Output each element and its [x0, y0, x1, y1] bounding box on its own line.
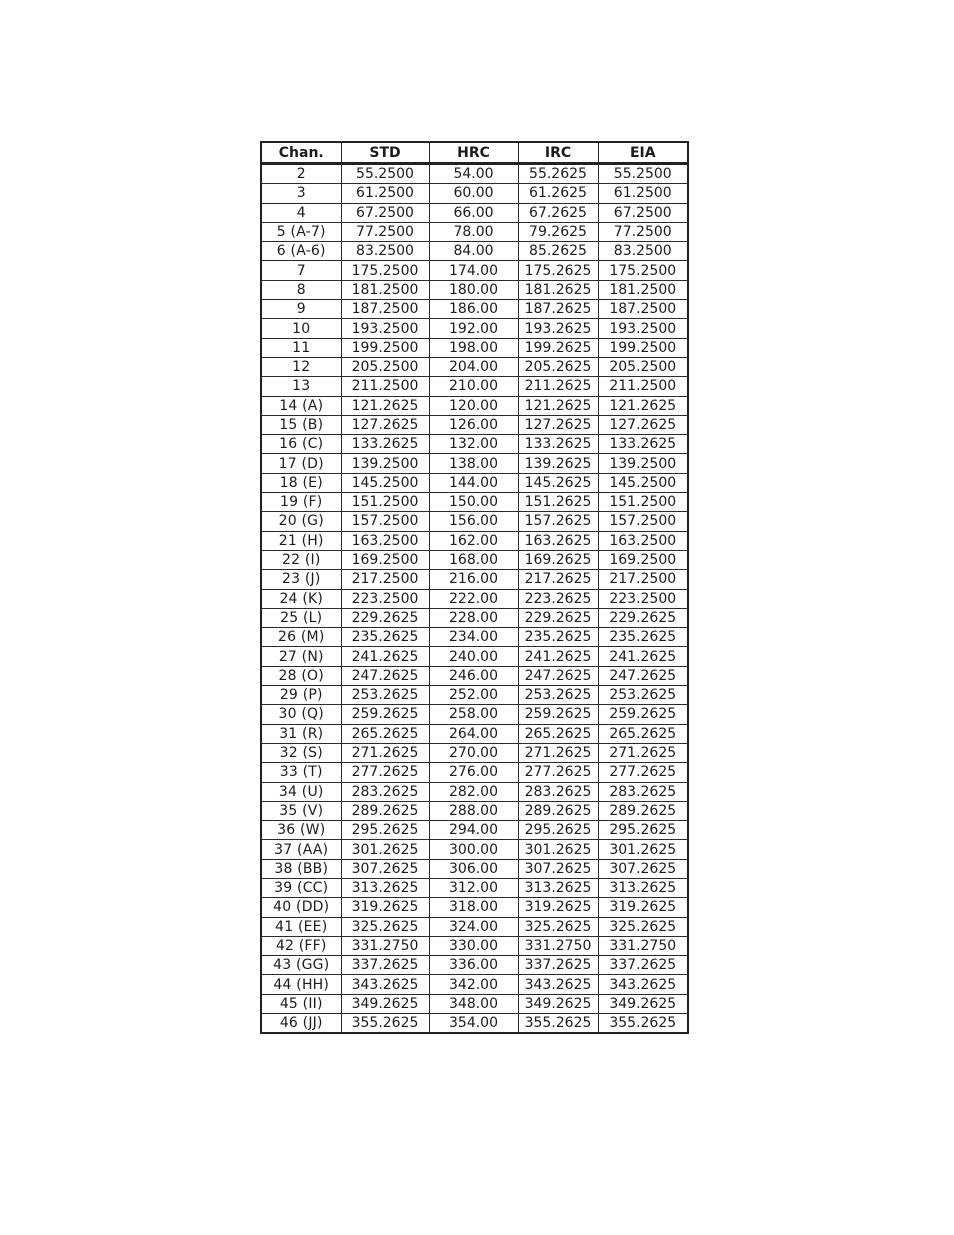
table-row — [261, 512, 688, 531]
std-cell: 319.2625 — [341, 898, 429, 917]
irc-cell: 211.2625 — [518, 377, 598, 396]
irc-cell: 181.2625 — [518, 280, 598, 299]
std-cell: 217.2500 — [341, 570, 429, 589]
std-cell: 337.2625 — [341, 956, 429, 975]
irc-cell: 307.2625 — [518, 859, 598, 878]
std-cell: 205.2500 — [341, 357, 429, 376]
table-row — [261, 415, 688, 434]
eia-cell: 229.2625 — [598, 608, 688, 627]
std-cell: 199.2500 — [341, 338, 429, 357]
std-cell: 127.2625 — [341, 415, 429, 434]
irc-cell: 331.2750 — [518, 936, 598, 955]
table-row — [261, 936, 688, 955]
eia-cell: 241.2625 — [598, 647, 688, 666]
std-cell: 169.2500 — [341, 550, 429, 569]
hrc-cell: 192.00 — [429, 319, 518, 338]
eia-cell: 187.2500 — [598, 300, 688, 319]
irc-cell: 355.2625 — [518, 1014, 598, 1034]
table-row — [261, 319, 688, 338]
eia-cell: 133.2625 — [598, 435, 688, 454]
eia-cell: 205.2500 — [598, 357, 688, 376]
irc-cell: 259.2625 — [518, 705, 598, 724]
hrc-cell: 144.00 — [429, 473, 518, 492]
eia-cell: 343.2625 — [598, 975, 688, 994]
hrc-cell: 156.00 — [429, 512, 518, 531]
hrc-cell: 162.00 — [429, 531, 518, 550]
chan-cell: 30 (Q) — [261, 705, 341, 724]
table-row — [261, 686, 688, 705]
chan-cell: 9 — [261, 300, 341, 319]
irc-cell: 265.2625 — [518, 724, 598, 743]
hrc-cell: 282.00 — [429, 782, 518, 801]
chan-cell: 24 (K) — [261, 589, 341, 608]
eia-cell: 313.2625 — [598, 878, 688, 897]
eia-cell: 139.2500 — [598, 454, 688, 473]
irc-cell: 289.2625 — [518, 801, 598, 820]
irc-cell: 157.2625 — [518, 512, 598, 531]
table-header — [261, 142, 688, 164]
std-cell: 139.2500 — [341, 454, 429, 473]
std-cell: 283.2625 — [341, 782, 429, 801]
table-row — [261, 878, 688, 897]
table-row — [261, 242, 688, 261]
chan-cell: 17 (D) — [261, 454, 341, 473]
table-row — [261, 917, 688, 936]
table-row — [261, 570, 688, 589]
std-cell: 157.2500 — [341, 512, 429, 531]
table-row — [261, 435, 688, 454]
eia-cell: 77.2500 — [598, 222, 688, 241]
irc-cell: 67.2625 — [518, 203, 598, 222]
eia-cell: 253.2625 — [598, 686, 688, 705]
eia-cell: 67.2500 — [598, 203, 688, 222]
irc-cell: 277.2625 — [518, 763, 598, 782]
hrc-cell: 348.00 — [429, 994, 518, 1013]
table-row — [261, 628, 688, 647]
std-cell: 265.2625 — [341, 724, 429, 743]
eia-cell: 211.2500 — [598, 377, 688, 396]
eia-cell: 181.2500 — [598, 280, 688, 299]
table-body — [261, 164, 688, 1034]
chan-cell: 26 (M) — [261, 628, 341, 647]
header-hrc: HRC — [429, 142, 518, 164]
eia-cell: 307.2625 — [598, 859, 688, 878]
std-cell: 145.2500 — [341, 473, 429, 492]
hrc-cell: 228.00 — [429, 608, 518, 627]
table-row — [261, 821, 688, 840]
table-row — [261, 203, 688, 222]
irc-cell: 145.2625 — [518, 473, 598, 492]
eia-cell: 163.2500 — [598, 531, 688, 550]
eia-cell: 259.2625 — [598, 705, 688, 724]
chan-cell: 2 — [261, 164, 341, 184]
std-cell: 223.2500 — [341, 589, 429, 608]
std-cell: 325.2625 — [341, 917, 429, 936]
std-cell: 151.2500 — [341, 493, 429, 512]
chan-cell: 45 (II) — [261, 994, 341, 1013]
hrc-cell: 180.00 — [429, 280, 518, 299]
irc-cell: 121.2625 — [518, 396, 598, 415]
irc-cell: 187.2625 — [518, 300, 598, 319]
irc-cell: 337.2625 — [518, 956, 598, 975]
eia-cell: 289.2625 — [598, 801, 688, 820]
hrc-cell: 60.00 — [429, 184, 518, 203]
eia-cell: 223.2500 — [598, 589, 688, 608]
table-row — [261, 493, 688, 512]
irc-cell: 133.2625 — [518, 435, 598, 454]
chan-cell: 37 (AA) — [261, 840, 341, 859]
eia-cell: 55.2500 — [598, 164, 688, 184]
irc-cell: 193.2625 — [518, 319, 598, 338]
std-cell: 343.2625 — [341, 975, 429, 994]
chan-cell: 31 (R) — [261, 724, 341, 743]
chan-cell: 41 (EE) — [261, 917, 341, 936]
hrc-cell: 132.00 — [429, 435, 518, 454]
eia-cell: 301.2625 — [598, 840, 688, 859]
hrc-cell: 138.00 — [429, 454, 518, 473]
table-row — [261, 859, 688, 878]
std-cell: 235.2625 — [341, 628, 429, 647]
header-eia: EIA — [598, 142, 688, 164]
hrc-cell: 54.00 — [429, 164, 518, 184]
table-row — [261, 743, 688, 762]
hrc-cell: 198.00 — [429, 338, 518, 357]
chan-cell: 4 — [261, 203, 341, 222]
std-cell: 295.2625 — [341, 821, 429, 840]
chan-cell: 44 (HH) — [261, 975, 341, 994]
chan-cell: 12 — [261, 357, 341, 376]
channel-frequency-table — [260, 141, 689, 1034]
table-row — [261, 763, 688, 782]
chan-cell: 32 (S) — [261, 743, 341, 762]
table-row — [261, 377, 688, 396]
std-cell: 133.2625 — [341, 435, 429, 454]
table-row — [261, 338, 688, 357]
irc-cell: 151.2625 — [518, 493, 598, 512]
std-cell: 181.2500 — [341, 280, 429, 299]
eia-cell: 193.2500 — [598, 319, 688, 338]
chan-cell: 5 (A-7) — [261, 222, 341, 241]
table-row — [261, 589, 688, 608]
irc-cell: 169.2625 — [518, 550, 598, 569]
chan-cell: 25 (L) — [261, 608, 341, 627]
irc-cell: 199.2625 — [518, 338, 598, 357]
chan-cell: 8 — [261, 280, 341, 299]
eia-cell: 127.2625 — [598, 415, 688, 434]
chan-cell: 42 (FF) — [261, 936, 341, 955]
hrc-cell: 126.00 — [429, 415, 518, 434]
table-row — [261, 666, 688, 685]
std-cell: 313.2625 — [341, 878, 429, 897]
std-cell: 55.2500 — [341, 164, 429, 184]
eia-cell: 199.2500 — [598, 338, 688, 357]
eia-cell: 121.2625 — [598, 396, 688, 415]
irc-cell: 205.2625 — [518, 357, 598, 376]
hrc-cell: 264.00 — [429, 724, 518, 743]
irc-cell: 343.2625 — [518, 975, 598, 994]
table-row — [261, 647, 688, 666]
eia-cell: 145.2500 — [598, 473, 688, 492]
irc-cell: 295.2625 — [518, 821, 598, 840]
eia-cell: 355.2625 — [598, 1014, 688, 1034]
eia-cell: 337.2625 — [598, 956, 688, 975]
hrc-cell: 312.00 — [429, 878, 518, 897]
chan-cell: 27 (N) — [261, 647, 341, 666]
hrc-cell: 258.00 — [429, 705, 518, 724]
std-cell: 193.2500 — [341, 319, 429, 338]
chan-cell: 38 (BB) — [261, 859, 341, 878]
chan-cell: 34 (U) — [261, 782, 341, 801]
std-cell: 289.2625 — [341, 801, 429, 820]
std-cell: 301.2625 — [341, 840, 429, 859]
table-row — [261, 531, 688, 550]
hrc-cell: 204.00 — [429, 357, 518, 376]
irc-cell: 79.2625 — [518, 222, 598, 241]
hrc-cell: 294.00 — [429, 821, 518, 840]
table-row — [261, 357, 688, 376]
table-row — [261, 608, 688, 627]
std-cell: 355.2625 — [341, 1014, 429, 1034]
eia-cell: 295.2625 — [598, 821, 688, 840]
chan-cell: 16 (C) — [261, 435, 341, 454]
hrc-cell: 222.00 — [429, 589, 518, 608]
irc-cell: 61.2625 — [518, 184, 598, 203]
std-cell: 163.2500 — [341, 531, 429, 550]
irc-cell: 139.2625 — [518, 454, 598, 473]
std-cell: 241.2625 — [341, 647, 429, 666]
table-row — [261, 550, 688, 569]
std-cell: 331.2750 — [341, 936, 429, 955]
std-cell: 187.2500 — [341, 300, 429, 319]
table-row — [261, 840, 688, 859]
std-cell: 253.2625 — [341, 686, 429, 705]
chan-cell: 40 (DD) — [261, 898, 341, 917]
irc-cell: 85.2625 — [518, 242, 598, 261]
chan-cell: 15 (B) — [261, 415, 341, 434]
irc-cell: 319.2625 — [518, 898, 598, 917]
std-cell: 259.2625 — [341, 705, 429, 724]
chan-cell: 20 (G) — [261, 512, 341, 531]
hrc-cell: 276.00 — [429, 763, 518, 782]
irc-cell: 223.2625 — [518, 589, 598, 608]
table-row — [261, 454, 688, 473]
irc-cell: 271.2625 — [518, 743, 598, 762]
chan-cell: 22 (I) — [261, 550, 341, 569]
irc-cell: 235.2625 — [518, 628, 598, 647]
table-row — [261, 782, 688, 801]
hrc-cell: 252.00 — [429, 686, 518, 705]
irc-cell: 175.2625 — [518, 261, 598, 280]
std-cell: 175.2500 — [341, 261, 429, 280]
header-row — [261, 142, 688, 164]
table-row — [261, 280, 688, 299]
hrc-cell: 324.00 — [429, 917, 518, 936]
eia-cell: 151.2500 — [598, 493, 688, 512]
eia-cell: 175.2500 — [598, 261, 688, 280]
chan-cell: 10 — [261, 319, 341, 338]
std-cell: 211.2500 — [341, 377, 429, 396]
chan-cell: 23 (J) — [261, 570, 341, 589]
std-cell: 229.2625 — [341, 608, 429, 627]
chan-cell: 33 (T) — [261, 763, 341, 782]
eia-cell: 217.2500 — [598, 570, 688, 589]
hrc-cell: 78.00 — [429, 222, 518, 241]
irc-cell: 283.2625 — [518, 782, 598, 801]
irc-cell: 127.2625 — [518, 415, 598, 434]
eia-cell: 247.2625 — [598, 666, 688, 685]
std-cell: 271.2625 — [341, 743, 429, 762]
hrc-cell: 174.00 — [429, 261, 518, 280]
eia-cell: 277.2625 — [598, 763, 688, 782]
hrc-cell: 306.00 — [429, 859, 518, 878]
header-chan: Chan. — [261, 142, 341, 164]
hrc-cell: 318.00 — [429, 898, 518, 917]
hrc-cell: 168.00 — [429, 550, 518, 569]
hrc-cell: 270.00 — [429, 743, 518, 762]
eia-cell: 61.2500 — [598, 184, 688, 203]
hrc-cell: 84.00 — [429, 242, 518, 261]
chan-cell: 43 (GG) — [261, 956, 341, 975]
hrc-cell: 300.00 — [429, 840, 518, 859]
eia-cell: 283.2625 — [598, 782, 688, 801]
irc-cell: 313.2625 — [518, 878, 598, 897]
table-row — [261, 473, 688, 492]
chan-cell: 19 (F) — [261, 493, 341, 512]
table-row — [261, 164, 688, 184]
eia-cell: 83.2500 — [598, 242, 688, 261]
hrc-cell: 288.00 — [429, 801, 518, 820]
table-row — [261, 1014, 688, 1034]
table-row — [261, 222, 688, 241]
chan-cell: 7 — [261, 261, 341, 280]
chan-cell: 46 (JJ) — [261, 1014, 341, 1034]
hrc-cell: 66.00 — [429, 203, 518, 222]
std-cell: 307.2625 — [341, 859, 429, 878]
hrc-cell: 234.00 — [429, 628, 518, 647]
eia-cell: 271.2625 — [598, 743, 688, 762]
table-row — [261, 975, 688, 994]
hrc-cell: 186.00 — [429, 300, 518, 319]
hrc-cell: 120.00 — [429, 396, 518, 415]
chan-cell: 13 — [261, 377, 341, 396]
std-cell: 61.2500 — [341, 184, 429, 203]
eia-cell: 235.2625 — [598, 628, 688, 647]
hrc-cell: 150.00 — [429, 493, 518, 512]
irc-cell: 229.2625 — [518, 608, 598, 627]
hrc-cell: 330.00 — [429, 936, 518, 955]
table-row — [261, 898, 688, 917]
eia-cell: 331.2750 — [598, 936, 688, 955]
chan-cell: 29 (P) — [261, 686, 341, 705]
hrc-cell: 336.00 — [429, 956, 518, 975]
std-cell: 121.2625 — [341, 396, 429, 415]
irc-cell: 241.2625 — [518, 647, 598, 666]
header-std: STD — [341, 142, 429, 164]
eia-cell: 157.2500 — [598, 512, 688, 531]
hrc-cell: 342.00 — [429, 975, 518, 994]
hrc-cell: 240.00 — [429, 647, 518, 666]
eia-cell: 169.2500 — [598, 550, 688, 569]
table-row — [261, 300, 688, 319]
table-row — [261, 396, 688, 415]
header-irc: IRC — [518, 142, 598, 164]
std-cell: 67.2500 — [341, 203, 429, 222]
chan-cell: 21 (H) — [261, 531, 341, 550]
eia-cell: 319.2625 — [598, 898, 688, 917]
table-row — [261, 994, 688, 1013]
chan-cell: 6 (A-6) — [261, 242, 341, 261]
chan-cell: 14 (A) — [261, 396, 341, 415]
std-cell: 83.2500 — [341, 242, 429, 261]
irc-cell: 247.2625 — [518, 666, 598, 685]
irc-cell: 217.2625 — [518, 570, 598, 589]
chan-cell: 28 (O) — [261, 666, 341, 685]
irc-cell: 55.2625 — [518, 164, 598, 184]
table-row — [261, 705, 688, 724]
chan-cell: 35 (V) — [261, 801, 341, 820]
eia-cell: 265.2625 — [598, 724, 688, 743]
chan-cell: 36 (W) — [261, 821, 341, 840]
table-row — [261, 261, 688, 280]
eia-cell: 325.2625 — [598, 917, 688, 936]
table-row — [261, 801, 688, 820]
irc-cell: 163.2625 — [518, 531, 598, 550]
irc-cell: 253.2625 — [518, 686, 598, 705]
chan-cell: 18 (E) — [261, 473, 341, 492]
std-cell: 349.2625 — [341, 994, 429, 1013]
irc-cell: 349.2625 — [518, 994, 598, 1013]
std-cell: 77.2500 — [341, 222, 429, 241]
chan-cell: 39 (CC) — [261, 878, 341, 897]
std-cell: 247.2625 — [341, 666, 429, 685]
hrc-cell: 216.00 — [429, 570, 518, 589]
irc-cell: 325.2625 — [518, 917, 598, 936]
table-row — [261, 184, 688, 203]
std-cell: 277.2625 — [341, 763, 429, 782]
table-row — [261, 724, 688, 743]
table-row — [261, 956, 688, 975]
irc-cell: 301.2625 — [518, 840, 598, 859]
chan-cell: 11 — [261, 338, 341, 357]
eia-cell: 349.2625 — [598, 994, 688, 1013]
hrc-cell: 246.00 — [429, 666, 518, 685]
chan-cell: 3 — [261, 184, 341, 203]
hrc-cell: 210.00 — [429, 377, 518, 396]
hrc-cell: 354.00 — [429, 1014, 518, 1034]
